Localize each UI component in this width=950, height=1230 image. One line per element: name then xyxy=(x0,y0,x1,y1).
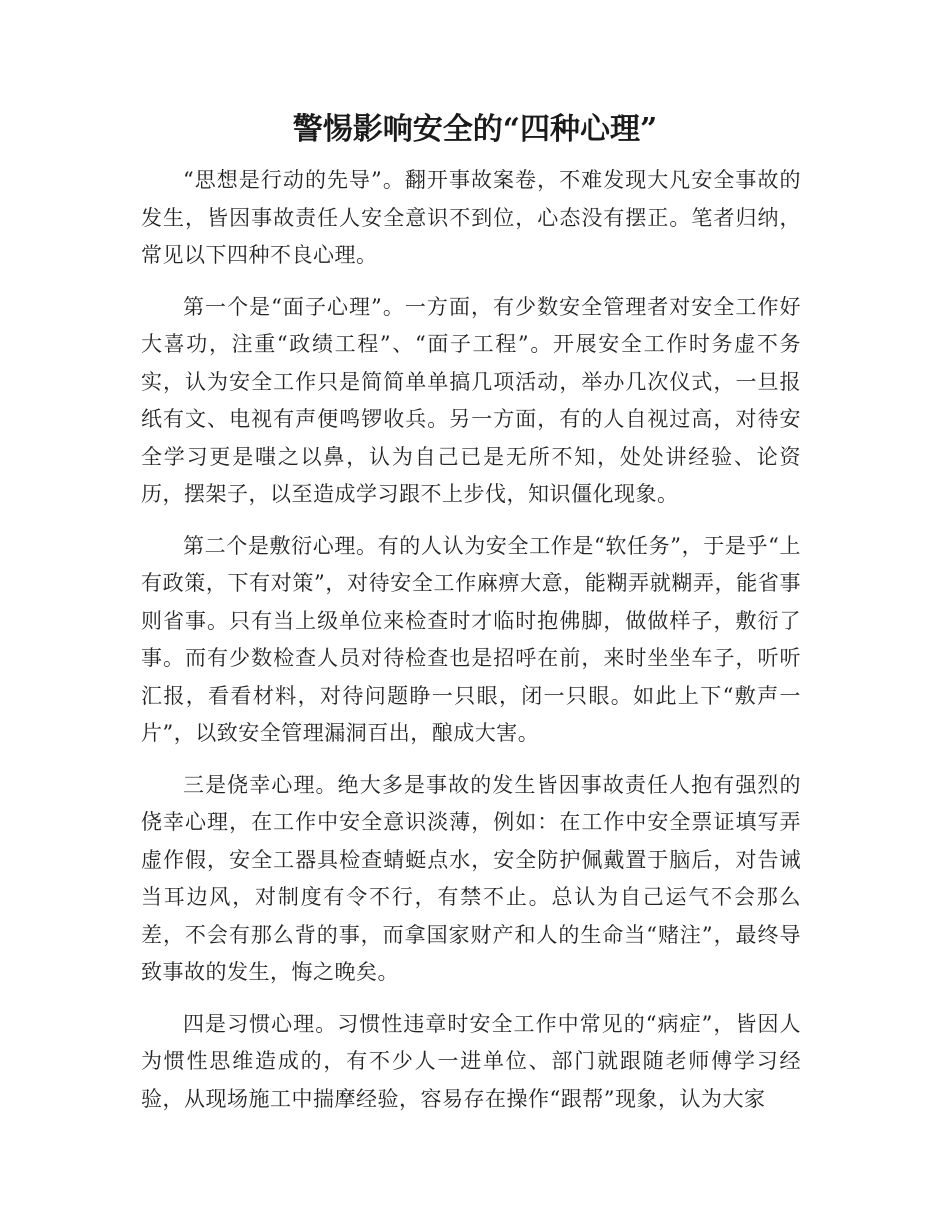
paragraph-luck-mentality: 三是侥幸心理。绝大多是事故的发生皆因事故责任人抱有强烈的侥幸心理，在工作中安全意识淡薄，例如：在工作中安全票证填写弄虚作假，安全工器具检查蜻蜓点水，安全防护佩戴置于脑后，对告诫当耳边风，对制度有令不行，有禁不止。总认为自己运气不会那么差，不会有那么背的事，而拿国家财产和人的生命当“赌注”，最终导致事故的发生，悔之晚矣。 xyxy=(141,772,801,984)
paragraph-perfunctory-mentality: 第二个是敷衍心理。有的人认为安全工作是“软任务”，于是乎“上有政策，下有对策”，对待安全工作麻痹大意，能糊弄就糊弄，能省事则省事。只有当上级单位来检查时才临时抱佛脚，做做样子，敷衍了事。而有少数检查人员对待检查也是招呼在前，来时坐坐车子，听听汇报，看看材料，对待问题睁一只眼，闭一只眼。如此上下“敷声一片”，以致安全管理漏洞百出，酿成大害。 xyxy=(141,533,801,745)
document-body xyxy=(141,162,801,1132)
paragraph-habit-mentality: 四是习惯心理。习惯性违章时安全工作中常见的“病症”，皆因人为惯性思维造成的，有不少人一进单位、部门就跟随老师傅学习经验，从现场施工中揣摩经验，容易存在操作“跟帮”现象，认为大家 xyxy=(141,1011,801,1111)
paragraph-intro: “思想是行动的先导”。翻开事故案卷，不难发现大凡安全事故的发生，皆因事故责任人安全意识不到位，心态没有摆正。笔者归纳，常见以下四种不良心理。 xyxy=(141,168,801,267)
document-title: 警惕影响安全的“四种心理” xyxy=(292,112,658,147)
paragraph-face-mentality: 第一个是“面子心理”。一方面，有少数安全管理者对安全工作好大喜功，注重“政绩工程”、“面子工程”。开展安全工作时务虚不务实，认为安全工作只是简简单单搞几项活动，举办几次仪式，一旦报纸有文、电视有声便鸣锣收兵。另一方面，有的人自视过高，对待安全学习更是嗤之以鼻，认为自己已是无所不知，处处讲经验、论资历，摆架子，以至造成学习跟不上步伐，知识僵化现象。 xyxy=(141,294,801,506)
